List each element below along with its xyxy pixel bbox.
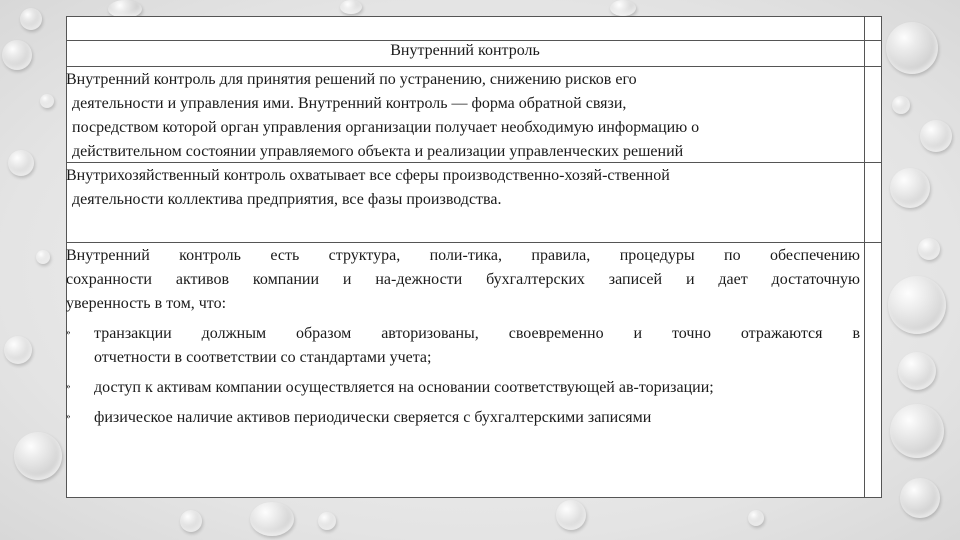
document-title: Внутренний контроль (390, 42, 540, 59)
water-drop-decoration (920, 120, 952, 152)
water-drop-decoration (748, 510, 764, 526)
paragraph-intra-economic-control (66, 164, 864, 212)
text-line: Внутренний контроль для принятия решений по устранению, снижению рисков его (66, 71, 637, 88)
water-drop-decoration (4, 336, 32, 364)
text-line: посредством которой орган управления организации получает необходимую информацию о (72, 119, 700, 136)
water-drop-decoration (888, 276, 946, 334)
water-drop-decoration (556, 500, 586, 530)
bullet-marker: » (66, 327, 71, 337)
water-drop-decoration (180, 510, 202, 532)
water-drop-decoration (14, 432, 62, 480)
water-drop-decoration (898, 352, 936, 390)
text-line: сохранности активов компании и на-дежности бухгалтерских записей и дает достаточную (66, 271, 860, 288)
water-drop-decoration (892, 96, 910, 114)
water-drop-decoration (36, 250, 50, 264)
text-line: транзакции должным образом авторизованы, своевременно и точно отражаются в (94, 325, 860, 342)
text-line: деятельности коллектива предприятия, все фазы производства. (72, 191, 502, 208)
water-drop-decoration (918, 238, 940, 260)
text-line: физическое наличие активов периодически сверяется с бухгалтерскими записями (94, 409, 652, 426)
water-drop-decoration (8, 150, 34, 176)
water-drop-decoration (250, 502, 294, 536)
text-line: отчетности в соответствии со стандартами учета; (94, 349, 432, 366)
water-drop-decoration (610, 0, 636, 16)
water-drop-decoration (886, 22, 938, 74)
table-right-column (864, 16, 882, 498)
water-drop-decoration (890, 404, 944, 458)
text-line: действительном состоянии управляемого объекта и реализации управленческих решений (72, 143, 684, 160)
text-line: Внутрихозяйственный контроль охватывает все сферы производственно-хозяй-ственной (66, 167, 670, 184)
bullet-marker: » (66, 411, 71, 421)
text-line: доступ к активам компании осуществляется на основании соответствующей ав-торизации; (94, 379, 714, 396)
water-drop-decoration (340, 0, 362, 14)
text-line: деятельности и управления ими. Внутренний контроль — форма обратной связи, (72, 95, 627, 112)
water-drop-decoration (2, 40, 32, 70)
paragraph-control-definition (66, 244, 860, 316)
text-line: уверенность в том, что: (66, 295, 227, 312)
water-drop-decoration (890, 168, 930, 208)
table-divider (66, 66, 882, 67)
water-drop-decoration (318, 512, 336, 530)
water-drop-decoration (20, 8, 42, 30)
table-divider (66, 242, 882, 243)
water-drop-decoration (900, 478, 940, 518)
bullet-marker: » (66, 381, 71, 391)
text-line: Внутренний контроль есть структура, поли-тика, правила, процедуры по обеспечению (66, 247, 860, 264)
paragraph-internal-control (66, 68, 864, 164)
water-drop-decoration (40, 94, 54, 108)
